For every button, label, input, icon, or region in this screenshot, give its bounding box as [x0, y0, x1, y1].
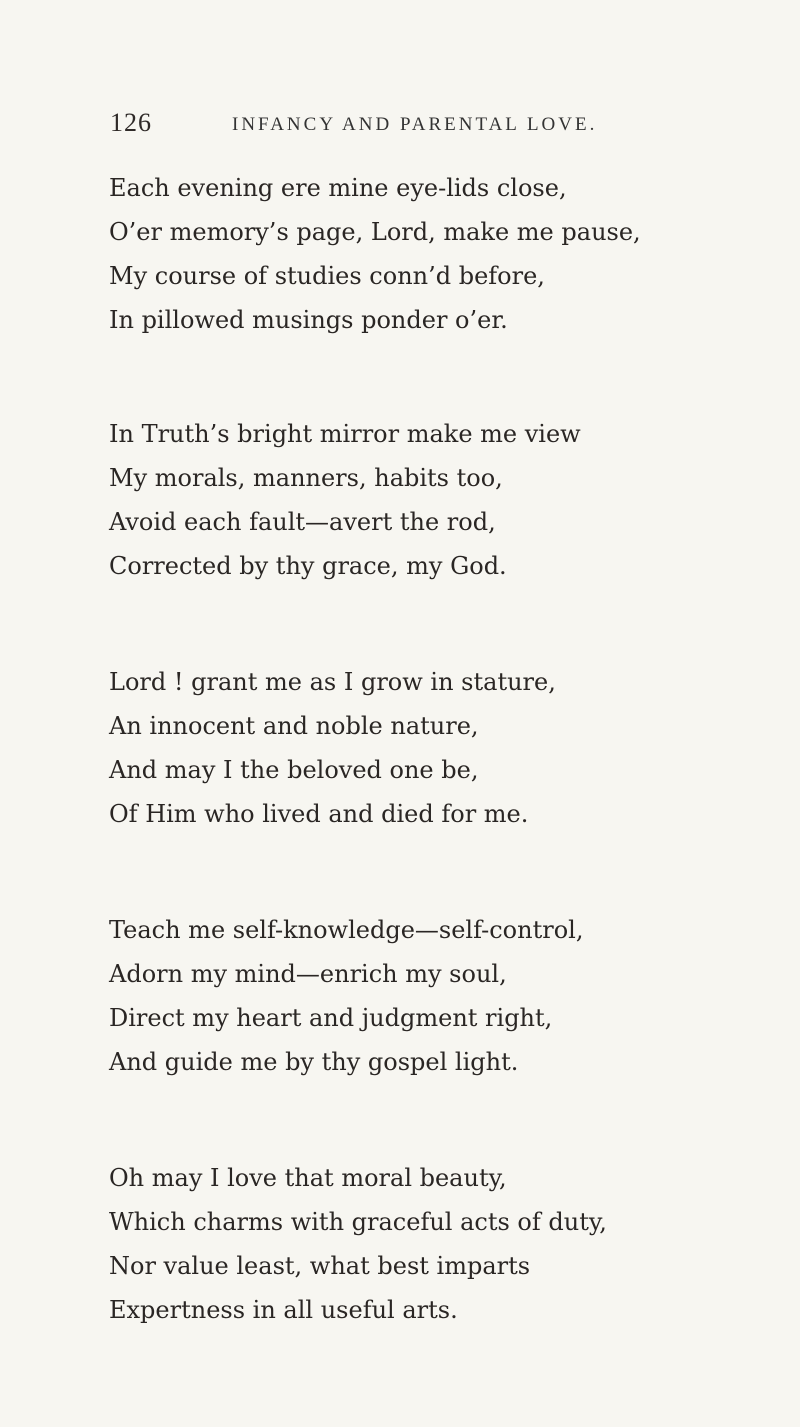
stanza-2 [109, 412, 799, 588]
poem-line: Nor value least, what best imparts [109, 1252, 531, 1280]
poem-line: Lord ! grant me as I grow in stature, [109, 668, 556, 696]
poem-line: O’er memory’s page, Lord, make me pause, [109, 218, 641, 246]
poem-line: Adorn my mind—enrich my soul, [109, 960, 507, 988]
poem-line: Each evening ere mine eye-lids close, [109, 174, 567, 202]
stanza-1 [109, 166, 799, 342]
poem-line: My morals, manners, habits too, [109, 464, 503, 492]
poem-line: Oh may I love that moral beauty, [109, 1164, 507, 1192]
poem-line: Avoid each fault—avert the rod, [109, 508, 496, 536]
poem-line: Expertness in all useful arts. [109, 1296, 458, 1324]
poem-line: My course of studies conn’d before, [109, 262, 545, 290]
poem [109, 166, 799, 1404]
stanza-3 [109, 660, 799, 836]
poem-line: Which charms with graceful acts of duty, [109, 1208, 607, 1236]
poem-line: An innocent and noble nature, [109, 712, 479, 740]
poem-line: In pillowed musings ponder o’er. [109, 306, 508, 334]
page-number: 126 [110, 108, 152, 137]
poem-line: Teach me self-knowledge—self-control, [109, 916, 584, 944]
poem-line: Corrected by thy grace, my God. [109, 552, 507, 580]
stanza-4 [109, 908, 799, 1084]
poem-line: And guide me by thy gospel light. [109, 1048, 519, 1076]
poem-line: In Truth’s bright mirror make me view [109, 420, 581, 448]
poem-line: And may I the beloved one be, [109, 756, 479, 784]
running-title: INFANCY AND PARENTAL LOVE. [232, 114, 598, 135]
poem-line: Direct my heart and judgment right, [109, 1004, 553, 1032]
poem-line: Of Him who lived and died for me. [109, 800, 529, 828]
stanza-5 [109, 1156, 799, 1332]
